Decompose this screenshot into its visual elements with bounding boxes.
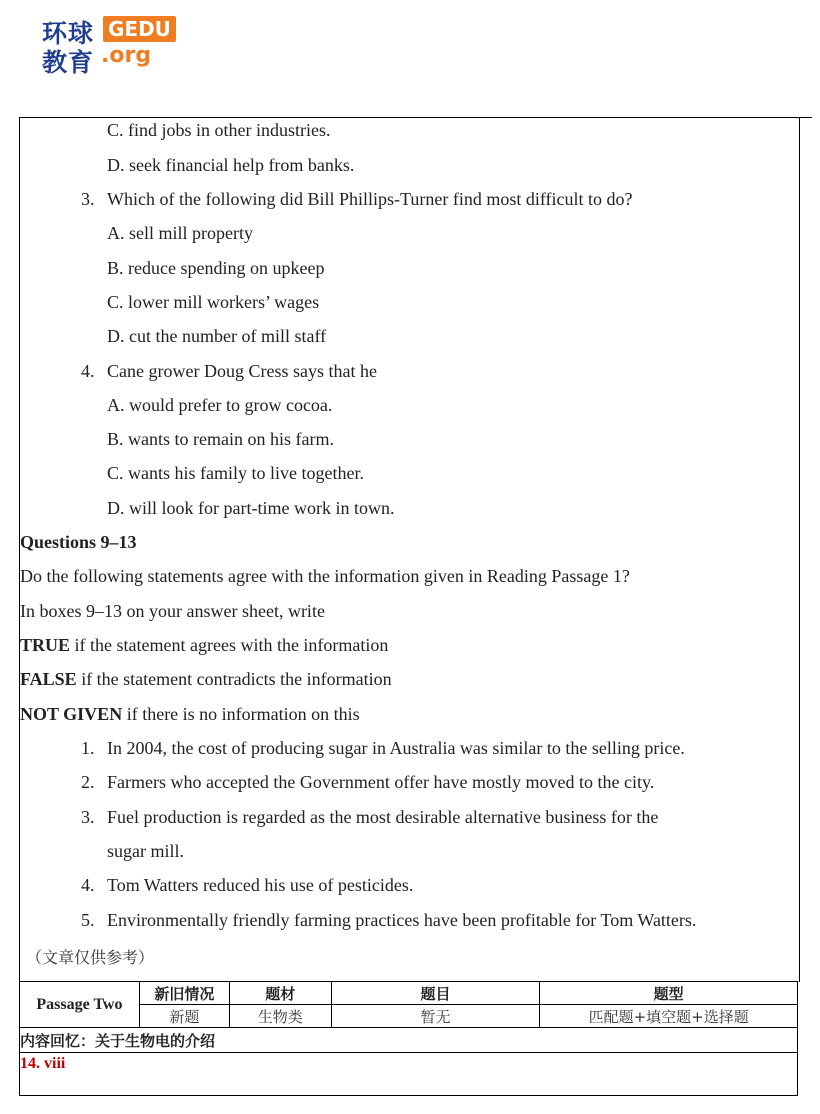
statement-1-text: In 2004, the cost of producing sugar in Australia was similar to the selling price. — [107, 738, 685, 758]
question-3-number: 3. — [81, 189, 95, 209]
header-title: 题目 — [331, 982, 540, 1005]
false-label: FALSE — [20, 669, 77, 689]
frame-top-rule — [19, 117, 812, 118]
content-recall: 内容回忆：关于生物电的介绍 — [20, 1028, 798, 1053]
section-heading: Questions 9–13 — [20, 532, 137, 552]
not-given-label: NOT GIVEN — [20, 704, 123, 724]
value-topic: 生物类 — [229, 1005, 331, 1028]
passage-info-table — [19, 981, 798, 1096]
value-title: 暂无 — [331, 1005, 540, 1028]
option-q3-a: A. sell mill property — [107, 223, 253, 243]
logo-cn-line2: 教育 — [42, 48, 95, 77]
option-q3-b: B. reduce spending on upkeep — [107, 258, 325, 278]
option-q4-b: B. wants to remain on his farm. — [107, 429, 334, 449]
logo-domain: .org — [101, 43, 152, 68]
true-definition — [20, 635, 388, 656]
option-q4-d: D. will look for part-time work in town. — [107, 498, 395, 518]
reference-note: （文章仅供参考） — [26, 948, 155, 967]
option-q3-d: D. cut the number of mill staff — [107, 326, 327, 346]
true-label: TRUE — [20, 635, 71, 655]
not-given-text: if there is no information on this — [122, 704, 360, 724]
option-q2-d: D. seek financial help from banks. — [107, 155, 355, 175]
recall-row — [20, 1028, 798, 1053]
statement-3-text: Fuel production is regarded as the most desirable alternative business for the — [107, 807, 659, 827]
option-q4-c: C. wants his family to live together. — [107, 463, 364, 483]
gedu-logo — [42, 12, 182, 77]
section-instruction-1: Do the following statements agree with the information given in Reading Passage 1? — [20, 566, 630, 586]
false-text: if the statement contradicts the information — [76, 669, 392, 689]
logo-badge: GEDU — [103, 16, 176, 42]
statement-3-continuation: sugar mill. — [107, 841, 184, 861]
not-given-definition — [20, 704, 360, 725]
table-header-row — [20, 982, 798, 1005]
option-q4-a: A. would prefer to grow cocoa. — [107, 395, 333, 415]
statement-5-text: Environmentally friendly farming practices have been profitable for Tom Watters. — [107, 910, 697, 930]
question-3-text: Which of the following did Bill Phillips-Turner find most difficult to do? — [107, 189, 633, 209]
header-topic: 题材 — [229, 982, 331, 1005]
statement-5-number: 5. — [81, 910, 95, 930]
logo-cn-line1: 环球 — [42, 19, 95, 48]
option-q3-c: C. lower mill workers’ wages — [107, 292, 320, 312]
false-definition — [20, 669, 392, 690]
statement-2-number: 2. — [81, 772, 95, 792]
section-instruction-2: In boxes 9–13 on your answer sheet, write — [20, 601, 325, 621]
answer-text: 14. viii — [20, 1053, 798, 1096]
question-4-number: 4. — [81, 361, 95, 381]
value-status: 新题 — [139, 1005, 229, 1028]
option-q2-c: C. find jobs in other industries. — [107, 120, 331, 140]
statement-4-text: Tom Watters reduced his use of pesticides. — [107, 875, 414, 895]
header-type: 题型 — [540, 982, 798, 1005]
passage-label: Passage Two — [20, 982, 140, 1028]
question-4-text: Cane grower Doug Cress says that he — [107, 361, 377, 381]
value-type: 匹配题+填空题+选择题 — [540, 1005, 798, 1028]
header-status: 新旧情况 — [139, 982, 229, 1005]
statement-1-number: 1. — [81, 738, 95, 758]
true-text: if the statement agrees with the information — [70, 635, 389, 655]
statement-3-number: 3. — [81, 807, 95, 827]
answer-row — [20, 1053, 798, 1096]
statement-2-text: Farmers who accepted the Government offer have mostly moved to the city. — [107, 772, 655, 792]
statement-4-number: 4. — [81, 875, 95, 895]
